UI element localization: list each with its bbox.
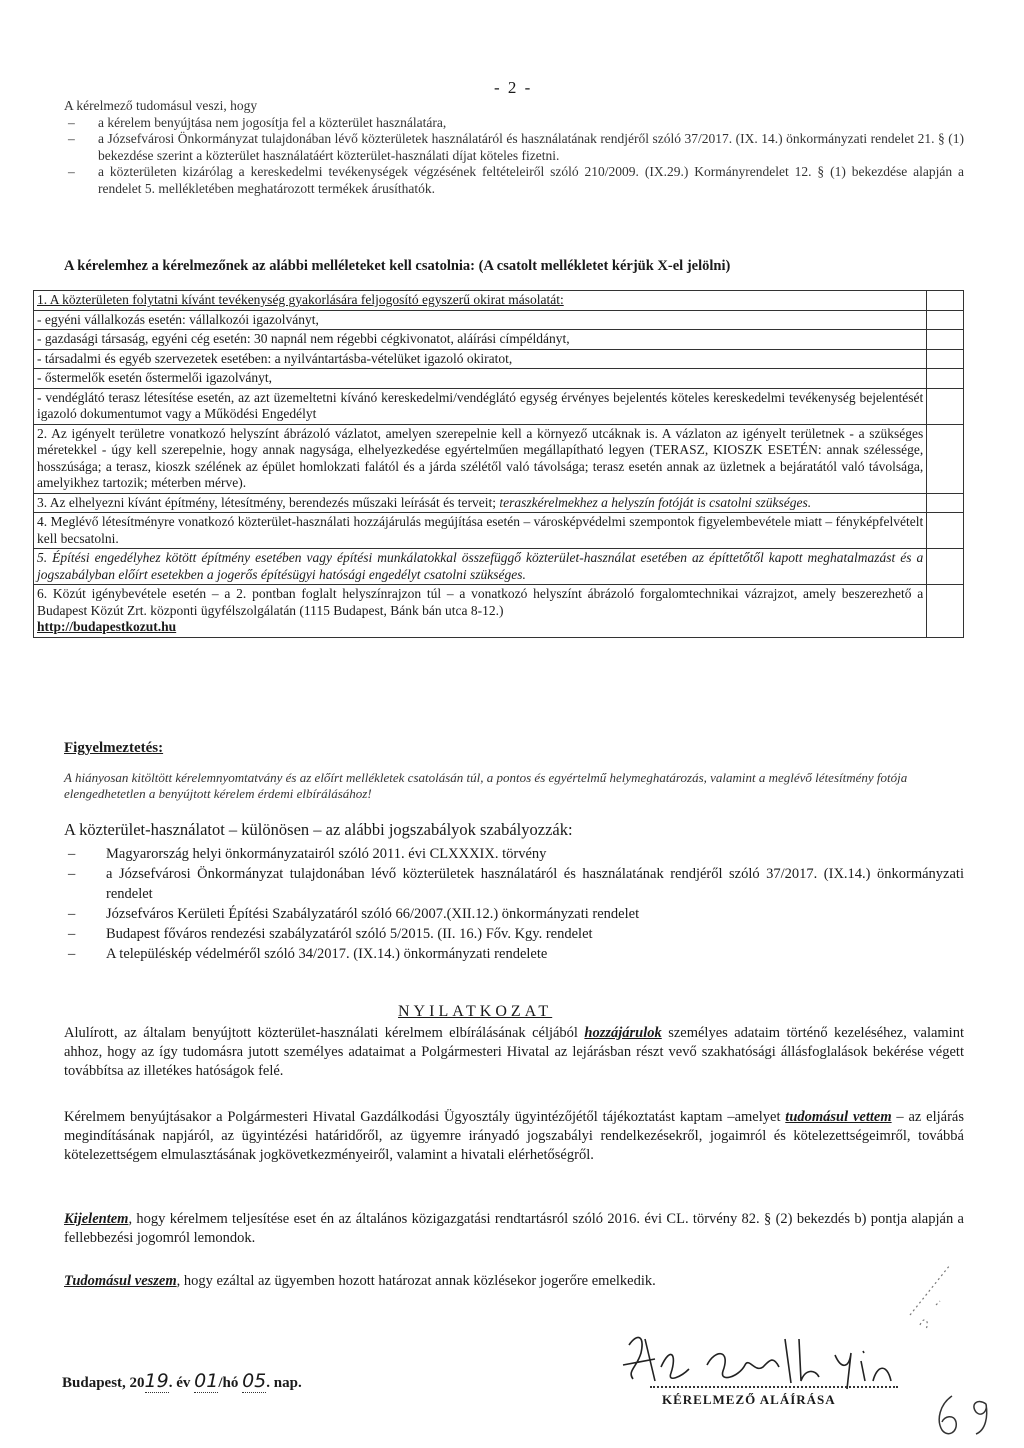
attachment-checkbox[interactable] <box>927 388 964 424</box>
table-row <box>34 493 964 513</box>
signature-image <box>615 1325 905 1395</box>
warning-title: Figyelmeztetés: <box>64 740 164 756</box>
intro-section <box>64 98 964 197</box>
attachment-3: 3. Az elhelyezni kívánt építmény, létesítmény, berendezés műszaki leírását és terveit; teraszkérelmekhez a helyszín fotóját is csatolni szükséges. <box>34 493 927 513</box>
intro-bullet: – a közterületen kizárólag a kereskedelmi tevékenységek végzésének feltételeiről szóló 210/2009. (IX.29.) Kormányrendelet 12. § (1) bekezdése alapján a rendelet 5. mellékletében meghatározott termékek árusíthatók. <box>68 164 964 196</box>
table-row <box>34 513 964 549</box>
attachments-heading: A kérelemhez a kérelmezőnek az alábbi melléleteket kell csatolnia: (A csatolt mellékletet kérjük X-el jelölni) <box>64 258 731 274</box>
attachment-1: 1. A közterületen folytatni kívánt tevékenység gyakorlására feljogosító egyszerű okirat másolatát: <box>34 291 927 311</box>
table-row <box>34 310 964 330</box>
table-row <box>34 388 964 424</box>
declaration-paragraph-3: Kijelentem, hogy kérelmem teljesítése eset én az általános közigazgatási rendtartásról szóló 2016. évi CL. törvény 82. § (2) bekezdés b) pontja alapján a fellebbezési jogomról lemondok. <box>64 1211 964 1246</box>
laws-title: A közterület-használatot – különösen – az alábbi jogszabályok szabályozzák: <box>64 820 573 839</box>
date-month-field[interactable]: 01 <box>194 1370 219 1392</box>
declaration-paragraph-1: Alulírott, az általam benyújtott közterület-használati kérelmem elbírálásának céljából hozzájárulok személyes adataim történő kezeléséhez, valamint ahhoz, hogy az így tudomásra jutott személyes adataimat a Polgármesteri Hivatal az lejárásban részt vevő szakhatósági állásfoglalások bekérése végett továbbítsa az illetékes hatóságok felé. <box>64 1025 964 1079</box>
attachment-checkbox[interactable] <box>927 513 964 549</box>
attachment-5: 5. Építési engedélyhez kötött építmény esetében vagy építési munkálatokkal összefüggő közterület-használat esetében az építtetőtől kapott meghatalmazást és a jogszabályban előírt esetekben a jogerős építésügyi hatósági engedélyt csatolni szükséges. <box>34 549 927 585</box>
attachment-1e: - vendéglátó terasz létesítése esetén, az azt üzemeltetni kívánó kereskedelmi/vendéglátó egység érvényes bejelentés köteles kereskedelmi tevékenység bejelentését igazoló dokumentumot vagy a Működési Engedélyt <box>34 388 927 424</box>
attachments-table <box>33 290 964 638</box>
declaration-title: NYILATKOZAT <box>398 1003 553 1020</box>
handwritten-page-number <box>930 1390 1000 1440</box>
attachment-checkbox[interactable] <box>927 291 964 311</box>
attachment-checkbox[interactable] <box>927 585 964 638</box>
budapestkozut-link[interactable]: http://budapestkozut.hu <box>37 619 177 634</box>
intro-bullet: – a kérelem benyújtása nem jogosítja fel a közterület használatára, <box>68 114 447 130</box>
table-row <box>34 585 964 638</box>
attachment-1d: - őstermelők esetén őstermelői igazolványt, <box>34 369 927 389</box>
attachment-4: 4. Meglévő létesítményre vonatkozó közterület-használati hozzájárulás megújítása esetén – városképvédelmi szempontok figyelembevétele miatt – fényképfelvételt kell becsatolni. <box>34 513 927 549</box>
table-row <box>34 369 964 389</box>
list-item: – A településkép védelméről szóló 34/2017. (IX.14.) önkormányzati rendelete <box>68 946 548 962</box>
list-item: – Budapest főváros rendezési szabályzatáról szóló 5/2015. (II. 16.) Főv. Kgy. rendelet <box>68 926 593 942</box>
table-row <box>34 330 964 350</box>
declaration-paragraph-2: Kérelmem benyújtásakor a Polgármesteri Hivatal Gazdálkodási Ügyosztály ügyintézőjétől tájékoztatást kaptam –amelyet tudomásul vettem – az eljárás megindításának napjáról, az ügyintézési határidőről, az ügyemre irányadó jogszabályi rendelkezésekről, jogaimról és kötelezettségeimről, továbbá kötelezettségem elmulasztásának jogkövetkezményeiről, valamint a hivatali elérhetőségről. <box>64 1109 965 1163</box>
attachment-checkbox[interactable] <box>927 549 964 585</box>
intro-bullet: – a Józsefvárosi Önkormányzat tulajdonában lévő közterületek használatáról és használatának rendjéről szóló 37/2017. (IX. 14.) önkormányzati rendelet 21. § (1) bekezdése szerint a közterület használatáért közterület-használati díjat köteles fizetni. <box>68 131 964 163</box>
table-row <box>34 424 964 493</box>
attachment-checkbox[interactable] <box>927 349 964 369</box>
page-number: - 2 - <box>494 78 533 97</box>
list-item: – a Józsefvárosi Önkormányzat tulajdonában lévő közterületek használatáról és használatának rendjéről szóló 37/2017. (IX.14.) önkormányzati rendelet <box>68 866 964 902</box>
margin-mark <box>900 1255 960 1345</box>
attachment-1c: - társadalmi és egyéb szervezetek esetében: a nyilvántartásba-vételüket igazoló okiratot, <box>34 349 927 369</box>
date-day-field[interactable]: 05 <box>242 1370 267 1392</box>
list-item: – Józsefváros Kerületi Építési Szabályzatáról szóló 66/2007.(XII.12.) önkormányzati rendelet <box>68 906 640 922</box>
attachment-checkbox[interactable] <box>927 310 964 330</box>
attachment-checkbox[interactable] <box>927 330 964 350</box>
table-row <box>34 291 964 311</box>
laws-list <box>64 844 964 964</box>
warning-text: A hiányosan kitöltött kérelemnyomtatvány és az előírt mellékletek csatolásán túl, a pontos és egyértelmű helymeghatározás, valamint a meglévő létesítmény fotója elengedhetetlen a benyújtott kérelem érdemi elbírálásához! <box>64 770 908 801</box>
attachment-checkbox[interactable] <box>927 424 964 493</box>
attachment-1b: - gazdasági társaság, egyéni cég esetén: 30 napnál nem régebbi cégkivonatot, aláírási címpéldányt, <box>34 330 927 350</box>
table-row <box>34 549 964 585</box>
signature-label: KÉRELMEZŐ ALÁÍRÁSA <box>662 1392 836 1407</box>
attachment-6: 6. Közút igénybevétele esetén – a 2. pontban foglalt helyszínrajzon túl – a vonatkozó helyszínt ábrázoló forgalomtechnikai vázrajzot, amely beszerezhető a Budapest Közút Zrt. központi ügyfélszolgálatán (1115 Budapest, Bánk bán utca 8-12.) http://budapestkozut.hu <box>34 585 927 638</box>
date-year-field[interactable]: 19 <box>144 1370 169 1392</box>
declaration-paragraph-4: Tudomásul veszem, hogy ezáltal az ügyemben hozott határozat annak közlésekor jogerőre emelkedik. <box>64 1273 656 1289</box>
attachment-checkbox[interactable] <box>927 369 964 389</box>
attachment-checkbox[interactable] <box>927 493 964 513</box>
signature-line <box>650 1386 898 1388</box>
list-item: – Magyarország helyi önkormányzatairól szóló 2011. évi CLXXXIX. törvény <box>68 846 547 862</box>
intro-lead: A kérelmező tudomásul veszi, hogy <box>64 98 258 113</box>
attachment-2: 2. Az igényelt területre vonatkozó helyszínt ábrázoló vázlatot, amelyen szerepelnie kell a környező utcáknak is. A vázlaton az igényelt területnek - a szükséges méretekkel - úgy kell szerepelnie, hogy annak nagysága, elhelyezkedése egyértelműen megállapítható legyen (TERASZ, KIOSZK ESETÉN: annak szélessége, hosszúsága; a terasz, kioszk szélének az épület homlokzati falától és a járda szélétől való távolsága; terasz esetén annak az üzletnek a bejáratától való távolsága, amelyikhez tartozik; méterben mérve). <box>34 424 927 493</box>
table-row <box>34 349 964 369</box>
date-line: Budapest, 2019. év 01/hó 05. nap. <box>62 1370 302 1392</box>
attachment-1a: - egyéni vállalkozás esetén: vállalkozói igazolványt, <box>34 310 927 330</box>
